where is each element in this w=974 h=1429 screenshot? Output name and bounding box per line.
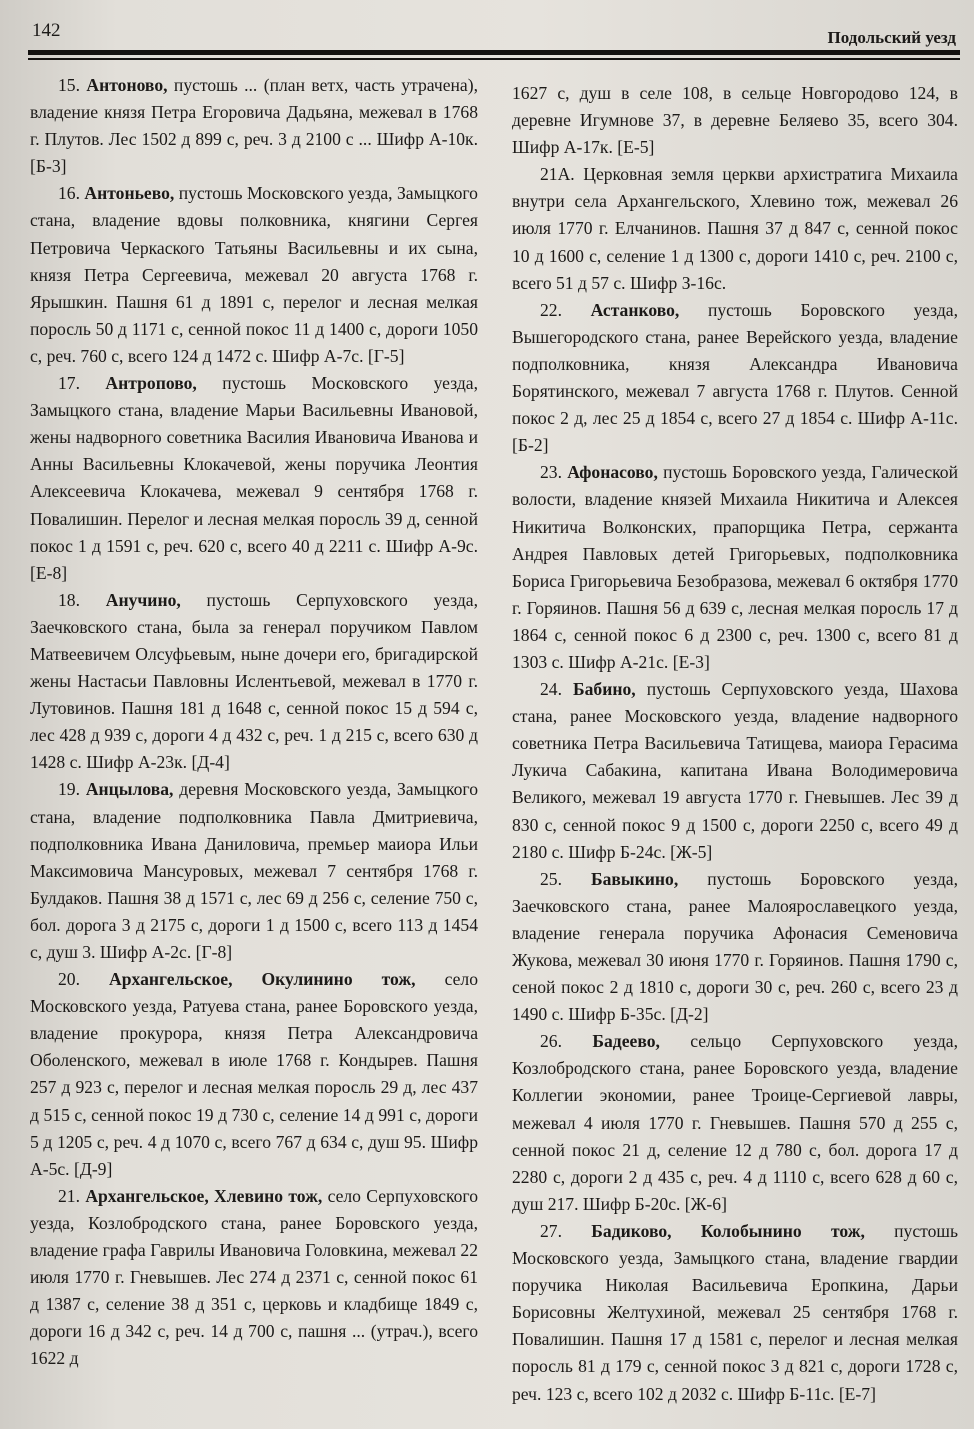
header-rule-thick: [28, 50, 960, 55]
entry-27: 27. Бадиково, Колобынино тож, пустошь Московского уезда, Замыцкого стана, владение гвардии поручика Николая Васильевича Еропкина, Дарьи Борисовны Желтухиной, межевал 25 сентября 1768 г. Повалишин. Пашня 17 д 1581 с, перелог и лесная мелкая поросль 81 д 179 с, сенной покос 3 д 821 с, дороги 1728 с, реч. 123 с, всего 102 д 2032 с. Шифр Б-11с. [Е-7]: [512, 1220, 958, 1404]
entry-15: 15. Антоново, пустошь ... (план ветх, часть утрачена), владение князя Петра Егоровича Дадьяна, межевал в 1768 г. Плутов. Лес 1502 д 899 с, реч. 3 д 2100 с ... Шифр А-10к. [Б-3]: [30, 75, 478, 177]
entry-17: 17. Антропово, пустошь Московского уезда, Замыцкого стана, владение Марьи Васильевны Ивановой, жены надворного советника Василия Ивановича Иванова и Анны Васильевны Клокачевой, жены поручика Леонтия Алексеевича Клокачева, межевал 9 сентября 1768 г. Повалишин. Перелог и лесная мелкая поросль 39 д, сенной покос 1 д 1591 с, реч. 620 с, всего 40 д 2211 с. Шифр А-9с. [Е-8]: [30, 373, 478, 583]
entry-21a: 21А. Церковная земля церкви архистратига Михаила внутри села Архангельского, Хлевино тож, межевал 26 июля 1770 г. Елчанинов. Пашня 37 д 847 с, сенной покос 10 д 1600 с, селение 1 д 1300 с, дороги 1410 с, реч. 2100 с, всего 51 д 57 с. Шифр З-16с.: [512, 164, 958, 293]
left-column: [30, 72, 478, 1373]
entry-19: 19. Анцылова, деревня Московского уезда, Замыцкого стана, владение подполковника Павла Дмитриевича, подполковника Ивана Даниловича, премьер маиора Ильи Максимовича Мансуровых, межевал 7 сентября 1768 г. Булдаков. Пашня 38 д 1571 с, лес 69 д 256 с, селение 750 с, бол. дорога 3 д 2175 с, дороги 1 д 1500 с, всего 113 д 1454 с, душ 3. Шифр А-2с. [Г-8]: [30, 779, 479, 962]
entry-18: 18. Анучино, пустошь Серпуховского уезда, Заечковского стана, была за генерал поручиком Павлом Матвеевичем Олсуфьевым, ныне дочери его, бригадирской жены Настасьи Павловны Ислентьевой, межевал в 1770 г. Лутовинов. Пашня 181 д 1648 с, сенной покос 15 д 594 с, лес 428 д 939 с, дороги 4 д 432 с, реч. 1 д 215 с, всего 630 д 1428 с. Шифр А-23к. [Д-4]: [30, 589, 478, 773]
page-number: 142: [32, 20, 61, 41]
entry-20: 20. Архангельское, Окулинино тож, село Московского уезда, Ратуева стана, ранее Боровского уезда, владение прокурора, князя Петра Александровича Оболенского, межевал в июле 1768 г. Кондырев. Пашня 257 д 923 с, перелог и лесная мелкая поросль 29 д, лес 437 д 515 с, сенной покос 19 д 730 с, селение 14 д 991 с, дороги 5 д 1205 с, реч. 4 д 1070 с, всего 767 д 634 с, душ 95. Шифр А-5с. [Д-9]: [30, 969, 478, 1179]
entry-21: 21. Архангельское, Хлевино тож, село Серпуховского уезда, Козлобродского стана, ранее Боровского уезда, владение графа Гаврилы Ивановича Головкина, межевал 22 июля 1770 г. Гневышев. Лес 274 д 2371 с, сенной покос 61 д 1387 с, селение 38 д 351 с, церковь и кладбище 1849 с, дороги 16 д 342 с, реч. 14 д 700 с, пашня ... (утрач.), всего 1622 д: [30, 1185, 479, 1369]
entry-22: 22. Астанково, пустошь Боровского уезда, Вышегородского стана, ранее Верейского уезда, владение подполковника, князя Александра Ивановича Борятинского, межевал 7 августа 1768 г. Плутов. Сенной покос 2 д, лес 25 д 1854 с, всего 27 д 1854 с. Шифр А-11с. [Б-2]: [512, 299, 958, 456]
running-head: Подольский уезд: [827, 28, 956, 47]
entry-24: 24. Бабино, пустошь Серпуховского уезда, Шахова стана, ранее Московского уезда, владение надворного советника Петра Васильевича Татищева, маиора Герасима Лукича Сабакина, капитана Ивана Володимеровича Великого, межевал 19 августа 1770 г. Гневышев. Лес 39 д 830 с, сенной покос 9 д 1500 с, дороги 2250 с, всего 49 д 2180 с. Шифр Б-24с. [Ж-5]: [512, 679, 958, 862]
entry-16: 16. Антоньево, пустошь Московского уезда, Замыцкого стана, владение вдовы полковника, княгини Сергея Петровича Черкаского Татьяны Васильевны и их сына, князя Петра Сергеевича, межевал 20 августа 1768 г. Ярышкин. Пашня 61 д 1891 с, перелог и лесная мелкая поросль 50 д 1171 с, сенной покос 11 д 1400 с, дороги 1050 с, реч. 760 с, всего 124 д 1472 с. Шифр А-7с. [Г-5]: [30, 183, 478, 366]
entry-25: 25. Бавыкино, пустошь Боровского уезда, Заечковского стана, ранее Малоярославецкого уезда, владение генерала поручика Афонасия Семеновича Жукова, межевал 30 июня 1770 г. Горяинов. Пашня 1790 с, сеной покос 2 д 1810 с, дороги 30 с, реч. 260 с, всего 23 д 1490 с. Шифр Б-35с. [Д-2]: [512, 868, 958, 1025]
entry-23: 23. Афонасово, пустошь Боровского уезда, Галической волости, владение князей Михаила Никитича и Алексея Никитича Волконских, прапорщика Петра, сержанта Андрея Павловых детей Григорьевых, подполковника Бориса Григорьевича Безобразова, межевал 6 октября 1770 г. Горяинов. Пашня 56 д 639 с, лесная мелкая поросль 17 д 1864 с, сенной покос 6 д 2300 с, реч. 1300 с, всего 81 д 1303 с. Шифр А-21с. [Е-3]: [512, 462, 959, 672]
entry-21-continuation: 1627 с, душ в селе 108, в сельце Новгородово 124, в деревне Игумнове 37, в деревне Беляево 35, всего 304. Шифр А-17к. [Е-5]: [512, 83, 958, 158]
right-column: [512, 80, 958, 1408]
entry-26: 26. Бадеево, сельцо Серпуховского уезда, Козлобродского стана, ранее Боровского уезда, владение Коллегии экономии, ранее Троице-Сергиевой лавры, межевал 4 июля 1770 г. Гневышев. Пашня 570 д 255 с, сенной покос 21 д, селение 12 д 780 с, бол. дорога 17 д 2280 с, дороги 2 д 435 с, реч. 4 д 1110 с, всего 628 д 60 с, душ 217. Шифр Б-20с. [Ж-6]: [512, 1031, 958, 1214]
header-rule-thin: [28, 58, 960, 60]
page-header: [28, 18, 956, 52]
